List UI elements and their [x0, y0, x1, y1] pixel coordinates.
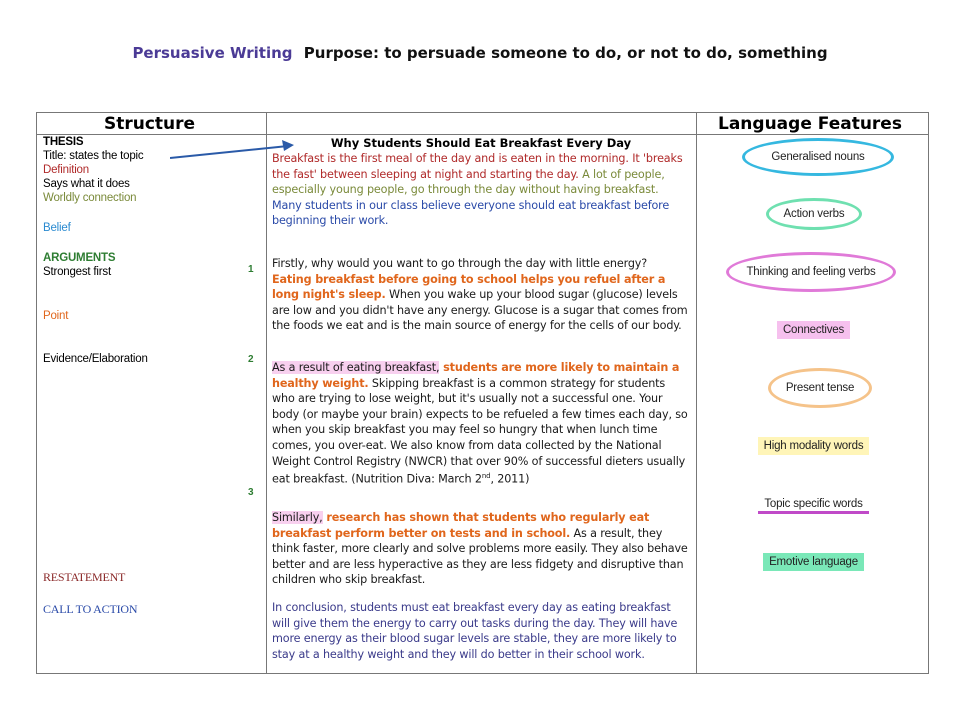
argument-number: 1 [248, 264, 254, 275]
feature-generalised-nouns: Generalised nouns [742, 138, 894, 176]
argument-2-point: students are more likely to maintain a healthy weight. [272, 361, 680, 390]
feature-emotive-language [726, 550, 901, 574]
arguments-label: ARGUMENTS [43, 252, 116, 264]
argument-1-evidence: When you wake up your blood sugar (glucose) levels are low and you didn't have any energy. Glucose is a sugar that comes from the foods we eat and is the main source of energy for the cells of our body. [272, 288, 688, 333]
essay-title: Why Students Should Eat Breakfast Every Day [330, 136, 632, 150]
argument-2-connective: As a result of eating breakfast, [272, 361, 440, 374]
call-to-action-label: CALL TO ACTION [43, 602, 138, 616]
thesis-label: THESIS [43, 136, 84, 148]
worldly-sentence: A lot of people, especially young people, go through the day without having breakfast. [272, 167, 665, 197]
argument-3-connective: Similarly, [272, 511, 323, 524]
header-row-divider [36, 134, 929, 135]
essay-paragraph-argument-2 [272, 360, 690, 487]
strongest-label: Strongest first [43, 266, 111, 278]
column-divider [696, 112, 697, 674]
argument-2-evidence: Skipping breakfast is a common strategy for students who are trying to lose weight, but it's usually not a successful one. Your body (or maybe your brain) expects to be refueled a few times each day, so when you skip breakfast you may feel so hungry that when lunch time comes, you over-eat. We also know from data collected by the National Weight Control Registry (NWCR) that over 90% of successful dieters usually eat breakfast. (Nutrition Diva: March 2 [272, 376, 688, 486]
page-header [0, 44, 960, 62]
column-divider [266, 112, 267, 674]
argument-2-evidence-end: , 2011) [490, 472, 530, 486]
essay-paragraph-intro [272, 151, 690, 229]
title-topic-label: Title: states the topic [43, 150, 144, 162]
header-label: Persuasive Writing [132, 44, 293, 62]
feature-action-verbs: Action verbs [766, 198, 862, 230]
argument-number: 2 [248, 354, 254, 365]
says-what-label: Says what it does [43, 178, 130, 190]
feature-high-modality [726, 434, 901, 458]
definition-sentence: Breakfast is the first meal of the day and is eaten in the morning. [272, 152, 629, 165]
essay-paragraph-argument-1 [272, 256, 690, 334]
argument-number: 3 [248, 487, 254, 498]
feature-topic-specific [726, 492, 901, 516]
belief-sentence: Many students in our class believe everyone should eat breakfast before beginning their work. [272, 198, 670, 228]
argument-1-point: Eating breakfast before going to school helps you refuel after a long night's sleep. [272, 272, 666, 302]
point-label: Point [43, 310, 69, 322]
feature-present-tense: Present tense [768, 368, 872, 408]
worldly-label: Worldly connection [43, 192, 137, 204]
argument-3-point: research has shown that students who regularly eat breakfast perform better on tests and in school. [272, 511, 650, 540]
says-what-sentence: It 'breaks the fast' between sleeping at night and starting the day. [272, 152, 683, 181]
connectives-label: Connectives [777, 321, 850, 339]
argument-1-question: Firstly, why would you want to go through the day with little energy? [272, 257, 648, 270]
restatement-label: RESTATEMENT [43, 570, 126, 584]
argument-3-evidence: As a result, they think faster, more clearly and solve problems more easily. They also behave better and are less hyperactive as they are less fidgety and disruptive than children who skip breakfast. [272, 526, 688, 587]
essay-paragraph-conclusion: In conclusion, students must eat breakfast every day as eating breakfast will give them the energy to carry out tasks during the day. They will have more energy as their blood sugar levels are stable, they are more likely to stay at a healthy weight and they will do better in their school work. [272, 601, 678, 661]
argument-2-superscript: nd [481, 472, 491, 481]
topic-specific-label: Topic specific words [758, 495, 868, 514]
essay-paragraph-argument-3 [272, 510, 690, 588]
language-column-title: Language Features [718, 114, 902, 134]
high-modality-label: High modality words [758, 437, 870, 455]
definition-label: Definition [43, 164, 89, 176]
evidence-label: Evidence/Elaboration [43, 353, 148, 365]
header-purpose: Purpose: to persuade someone to do, or not to do, something [303, 44, 828, 62]
belief-label: Belief [43, 222, 71, 234]
feature-thinking-feeling-verbs: Thinking and feeling verbs [726, 252, 896, 292]
feature-connectives [726, 318, 901, 342]
structure-column-title: Structure [104, 114, 196, 134]
emotive-label: Emotive language [763, 553, 864, 571]
